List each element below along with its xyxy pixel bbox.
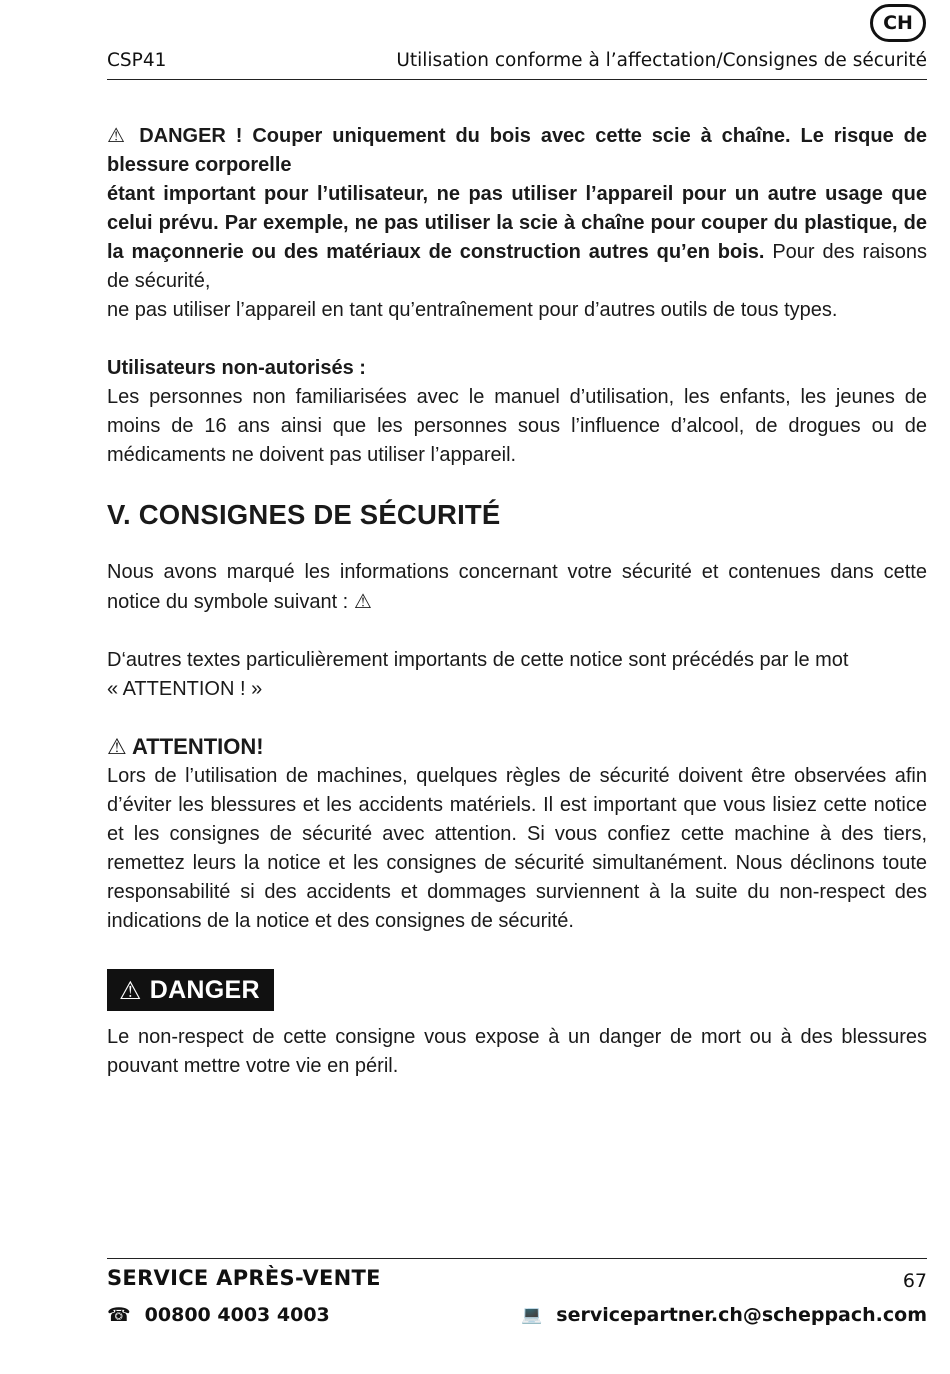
intro-safety-text: ne pas utiliser l’appareil en tant qu’entraînement pour d’autres outils de tous types.	[107, 299, 838, 321]
phone-contact	[107, 1304, 330, 1326]
section-heading: V. CONSIGNES DE SÉCURITÉ	[107, 499, 501, 530]
danger-text: Le non-respect de cette consigne vous expose à un danger de mort ou à des blessures pouvant mettre votre vie en péril.	[107, 1026, 927, 1077]
phone-number[interactable]: 00800 4003 4003	[144, 1304, 330, 1326]
section-title: Utilisation conforme à l’affectation/Consignes de sécurité	[396, 50, 927, 71]
footer-divider	[107, 1258, 927, 1259]
page-header	[107, 50, 927, 80]
footer-contacts	[107, 1304, 927, 1326]
intro-danger-continued: étant important pour l’utilisateur, ne pas utiliser l’appareil pour un autre usage que celui prévu. Par exemple, ne pas utiliser la scie à chaîne pour couper du plastique, de la maçonnerie ou des matériaux de construction autres qu’en bois.	[107, 183, 927, 263]
attention-word: « ATTENTION ! »	[107, 678, 263, 700]
attention-text: Lors de l’utilisation de machines, quelques règles de sécurité doivent être observées afin d’éviter les blessures et les accidents matériels. Il est important que vous lisiez cette notice et les consignes de sécurité avec attention. Si vous confiez cette machine à des tiers, remettez leurs la notice et les consignes de sécurité simultanément. Nous déclinons toute responsabilité si des accidents et dommages surviennent à la suite du non-respect des indications de la notice et des consignes de sécurité.	[107, 765, 927, 932]
unauthorized-heading: Utilisateurs non-autorisés :	[107, 357, 366, 379]
attention-note: D‘autres textes particulièrement importants de cette notice sont précédés par le mot « ATTENTION ! »	[107, 649, 849, 700]
intro-danger-line	[107, 121, 927, 180]
intro-safety-reason: Pour des raisons de sécurité,	[107, 241, 928, 292]
unauthorized-text: Les personnes non familiarisées avec le manuel d’utilisation, les enfants, les jeunes de moins de 16 ans ainsi que les personnes sous l’influence d’alcool, de drogues ou de médicaments ne doivent pas utiliser l’appareil.	[107, 386, 927, 466]
model-name: CSP41	[107, 50, 167, 71]
symbol-note: Nous avons marqué les informations concernant votre sécurité et contenues dans cette notice du symbole suivant : ⚠	[107, 561, 927, 613]
computer-icon: 💻	[521, 1305, 543, 1325]
warning-icon: ⚠	[107, 735, 127, 760]
email-contact	[521, 1304, 927, 1326]
warning-icon: ⚠	[353, 589, 372, 613]
warning-icon: ⚠	[119, 975, 142, 1005]
country-code-badge: CH	[870, 4, 926, 42]
phone-icon: ☎	[107, 1304, 131, 1326]
warning-icon: ⚠	[107, 123, 130, 147]
intro-paragraph	[107, 121, 927, 325]
attention-heading: ⚠ ATTENTION!	[107, 734, 264, 760]
page-number: 67	[902, 1270, 927, 1292]
intro-danger-text: DANGER ! Couper uniquement du bois avec cette scie à chaîne. Le risque de blessure corporelle	[107, 125, 927, 176]
page-content	[107, 121, 927, 1081]
footer-title: SERVICE APRÈS-VENTE	[107, 1266, 381, 1290]
danger-label: DANGER	[149, 975, 260, 1004]
danger-label-box	[107, 969, 274, 1011]
email-address[interactable]: servicepartner.ch@scheppach.com	[556, 1304, 927, 1326]
